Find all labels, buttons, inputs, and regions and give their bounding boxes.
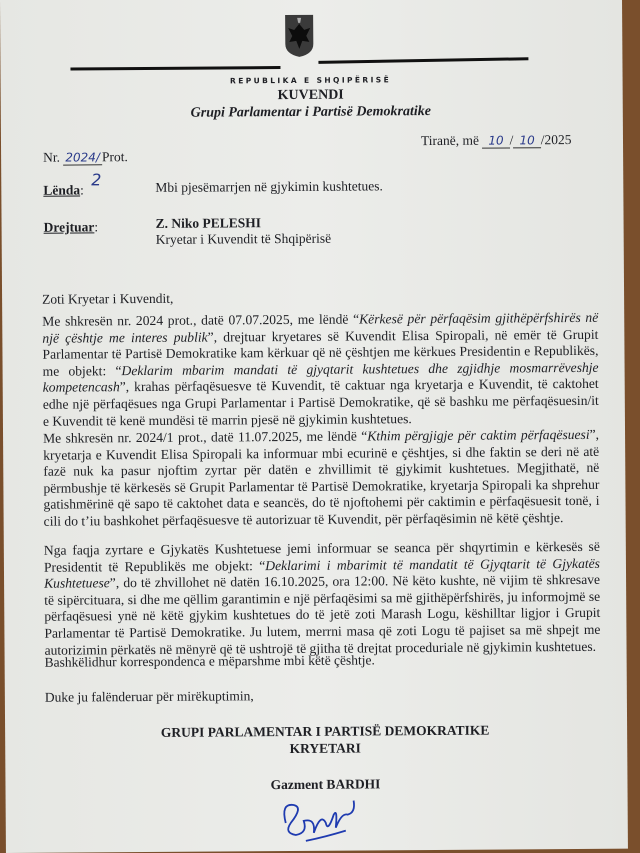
quoted-title: Deklarimi i mbarimit të mandatit të Gjyqtarit të Gjykatës Kushtetuese: [44, 555, 600, 591]
paragraph-text: ”, drejtuar kryetares së Kuvendit Elisa Spiropali, në emër të Grupit Parlamentar të Partisë Demokratike kam kërkuar që në çështjen me kërkues Presidentin e Republikës, me objekt: “: [42, 326, 599, 379]
protocol-number: Nr. 2024/ Prot.: [43, 149, 128, 165]
addressee-name: Z. Niko PELESHI: [155, 215, 262, 231]
paragraph-text: ”, do të zhvillohet në datën 16.10.2025, ora 12:00. Në këto kushte, në vijim të shkresave të sipërcituara, si dhe me qëllim garantimin e një përfaqësimi sa më gjithëpërfshirës, ju informojmë se përfaqësuesi ynë në këtë gjykim kushtetues do të jetë zoti Marash Logu, këshilltar ligjor i Grupit Parlamentar të Partisë Demokratike. Ju lutem, merrni masa që zoti Logu të pajiset sa më shpejt me autorizimin përkatës në mënyrë që të ushtrojë të gjitha të drejtat proceduriale në gjykimin kushtetues.: [44, 572, 601, 658]
country-name: REPUBLIKA E SHQIPËRISË: [229, 75, 392, 86]
closing: Duke ju falënderuar për mirëkuptimin,: [44, 688, 254, 705]
addressee-title: Kryetar i Kuvendit të Shqipërisë: [155, 230, 332, 247]
paragraph-text: Nga faqja zyrtare e Gjykatës Kushtetuese jemi informuar se seanca për shqyrtimin e kërkesës së Presidentit të Republikës me objekt: “: [43, 538, 600, 575]
group-name: Grupi Parlamentar i Partisë Demokratike: [190, 103, 432, 121]
protocol-suffix-handwritten: 2: [91, 170, 102, 190]
paragraph-text: ”, krahas përfaqësuesve të Kuvendit, të caktuar nga kryetarja e Kuvendit, të caktohet edhe një përfaqësues nga Grupi Parlamentar i Partisë Demokratike, që së bashku me përfaqësuesin/it e Kuvendit të kenë mundësi të marrin pjesë në gjykimin kushtetues.: [42, 376, 599, 429]
paragraph-1: [42, 310, 599, 430]
paragraph-text: Me shkresën nr. 2024/1 prot., datë 11.07.2025, me lëndë “: [43, 428, 368, 446]
quoted-title: Kthim përgjigje për caktim përfaqësuesi: [367, 426, 590, 444]
addressee-label: Drejtuar: [43, 219, 95, 235]
header-rule-left: [70, 66, 280, 70]
quoted-title: Deklarim mbarim mandati të gjyqtarit kushtetues dhe zgjidhje mosmarrëveshje kompetencash: [42, 359, 599, 396]
protocol-number-handwritten: 2024/: [63, 150, 102, 165]
letter-date: Tiranë, më 10 / 10 /2025: [420, 132, 572, 149]
addressee-row: Drejtuar:: [43, 219, 99, 235]
header-rule-right: [318, 57, 528, 64]
salutation: Zoti Kryetar i Kuvendit,: [42, 290, 174, 307]
subject-label: Lënda: [43, 182, 81, 198]
handwritten-signature: [276, 792, 366, 848]
subject-value: Mbi pjesëmarrjen në gjykimin kushtetues.: [155, 178, 383, 195]
coat-of-arms-icon: [284, 14, 314, 58]
subject-row: Lënda:: [43, 182, 84, 198]
signature-role: KRYETARI: [289, 740, 361, 756]
attachment-note: Bashkëlidhur korrespondenca e mëparshme mbi këtë çështje.: [44, 652, 375, 670]
quoted-title: Kërkesë për përfaqësim gjithëpërfshirës në një çështje me interes publik: [42, 309, 599, 346]
signatory-name: Gazment BARDHI: [270, 776, 381, 793]
paragraph-2: [43, 427, 600, 530]
paragraph-text: ”, kryetarja e Kuvendit Elisa Spiropali ka informuar mbi ecurinë e çështjes, si dhe faktin se deri në atë fazë nuk ka pasur njoftim zyrtar për datën e zhvillimit të gjykimit kushtetues. Megjithatë, në përmbushje të kërkesës së Grupit Parlamentar të Partisë Demokratike, kryetarja Spiropali ka shprehur gatishmërinë që sapo të caktohet data e seancës, do të njoftohemi për caktimin e përfaqësuesit tonë, i cili do t’iu bashkohet përfaqësuesve të autorizuar të Kuvendit, për përfaqësimin në këtë çështje.: [43, 426, 600, 529]
signature-group: GRUPI PARLAMENTAR I PARTISË DEMOKRATIKE: [160, 722, 490, 740]
paragraph-3: [44, 539, 601, 659]
institution-name: KUVENDI: [277, 87, 344, 104]
paragraph-text: Me shkresën nr. 2024 prot., datë 07.07.2025, me lëndë “: [42, 311, 360, 329]
